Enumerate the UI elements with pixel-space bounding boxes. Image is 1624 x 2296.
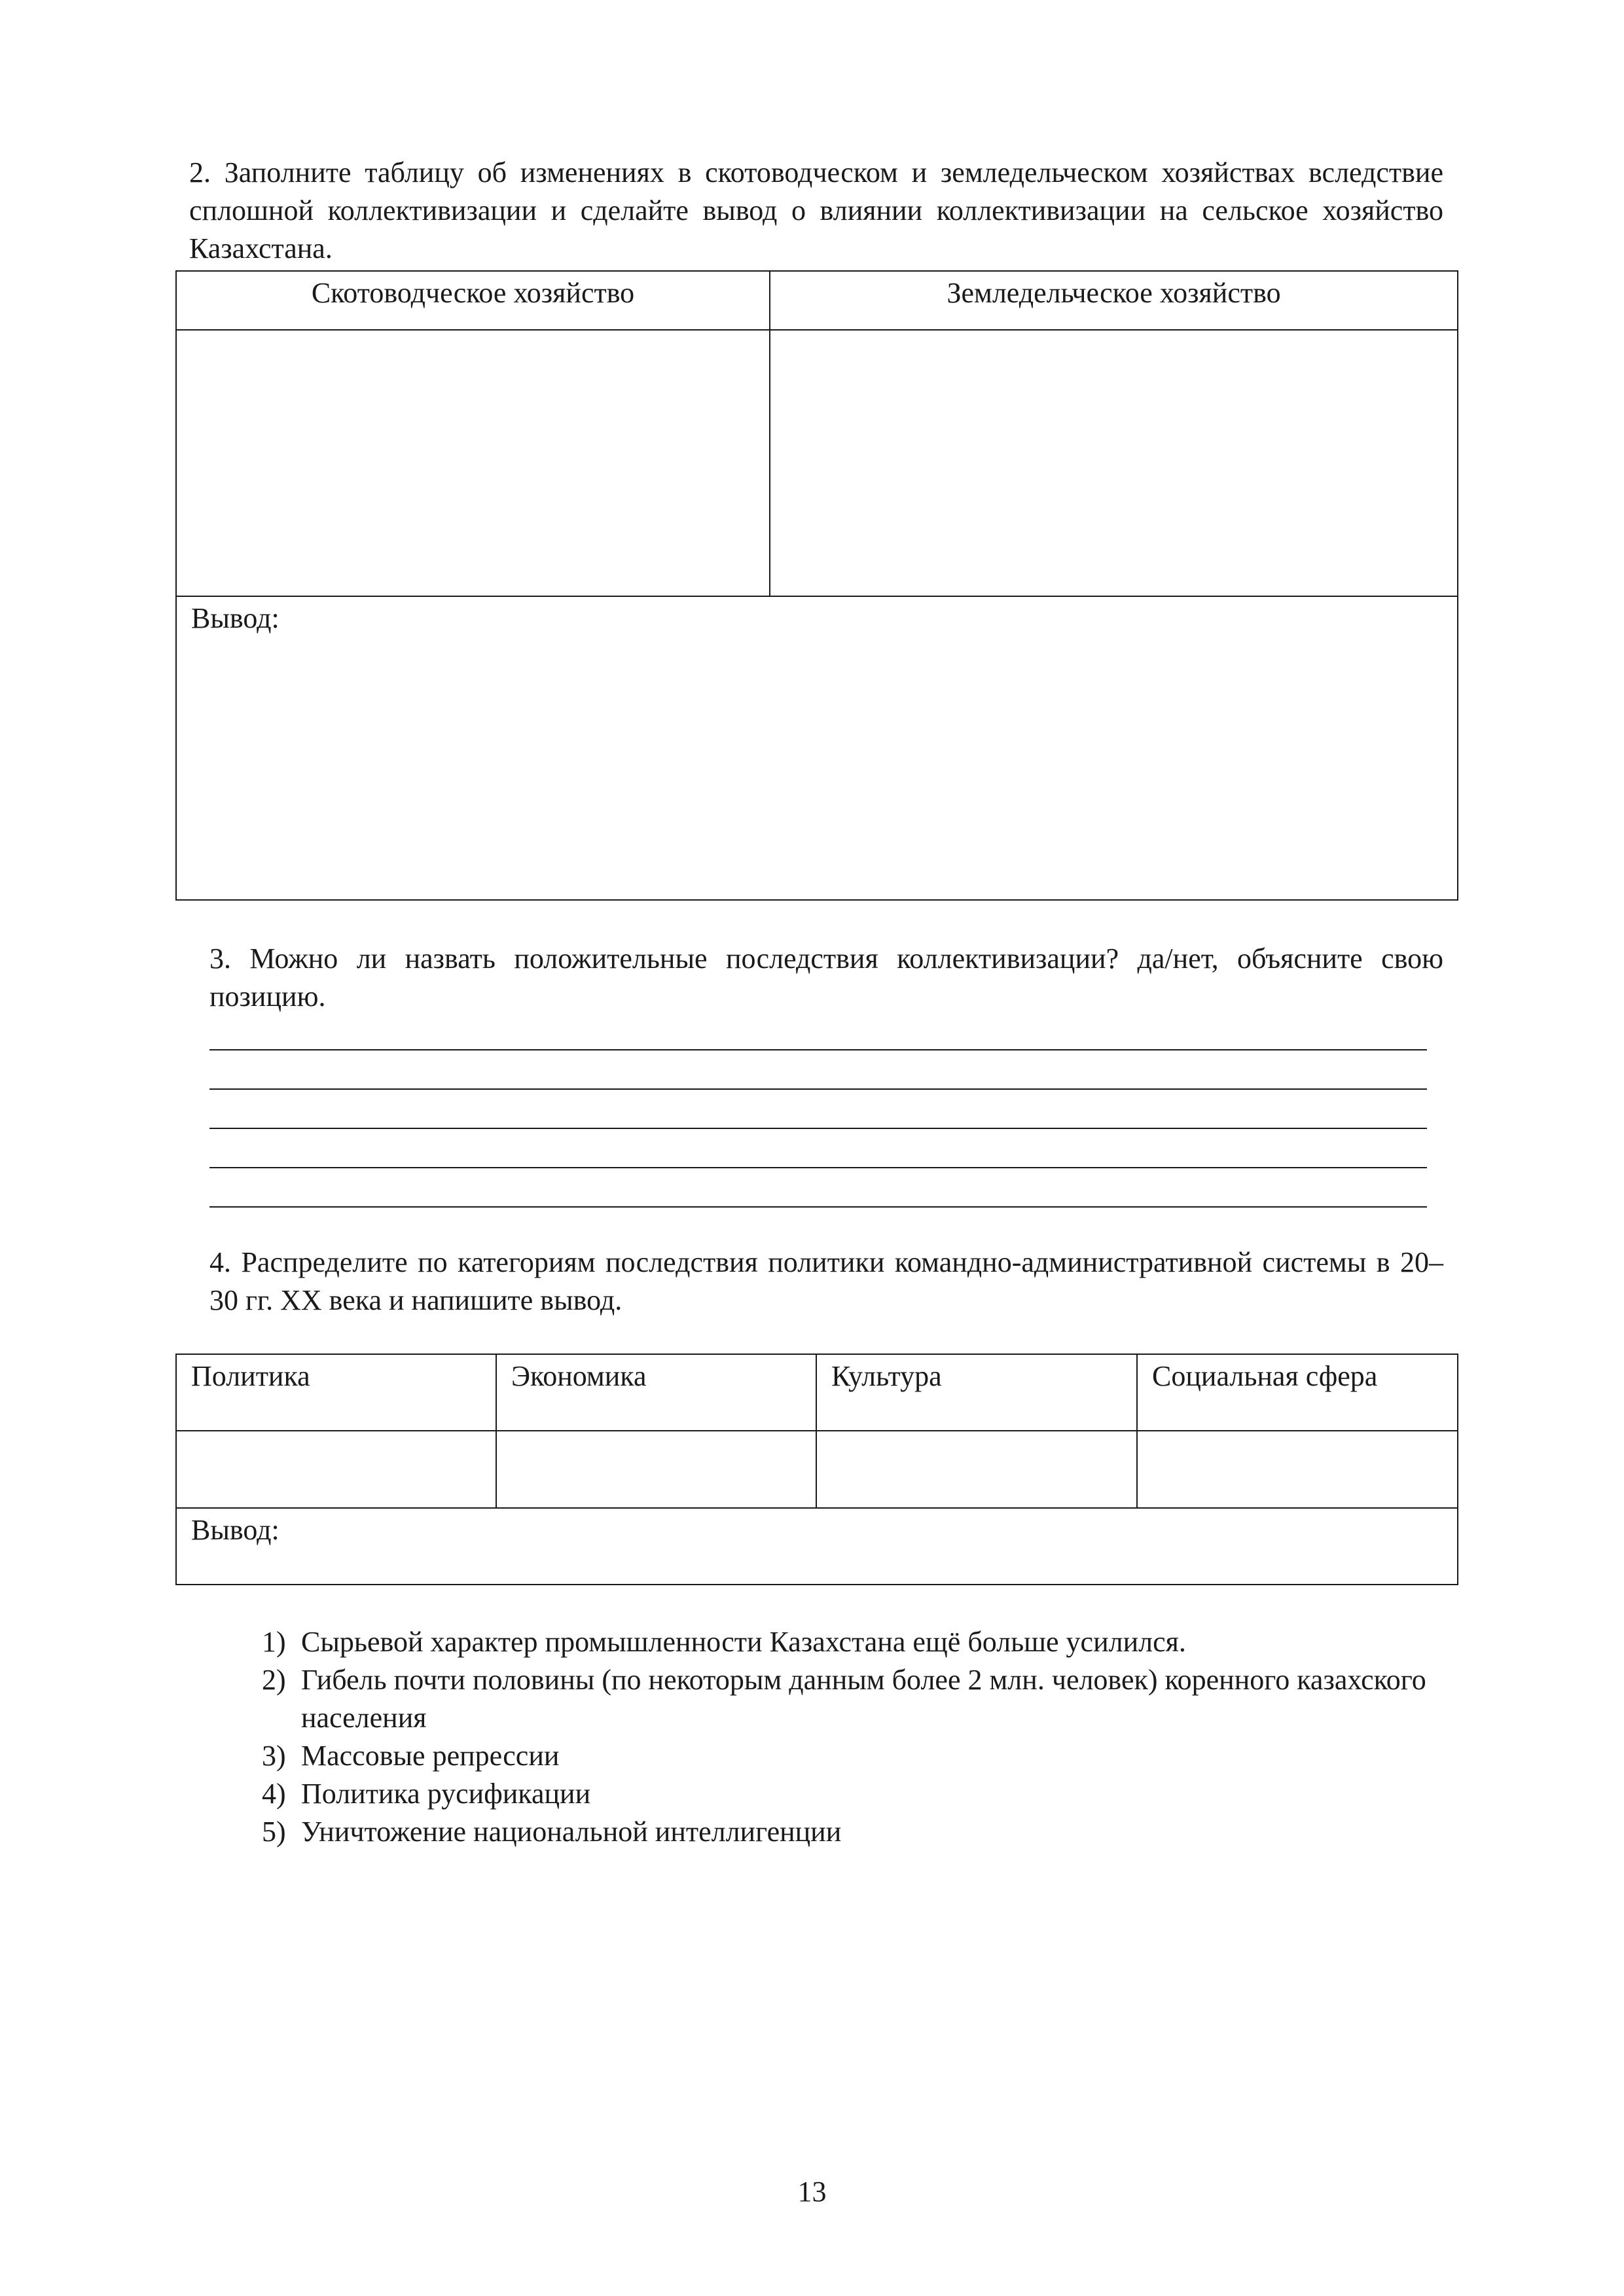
livestock-farming-table [175,270,1458,901]
list-item [262,1737,1443,1775]
list-item [262,1813,1443,1851]
farming-header: Земледельческое хозяйство [947,277,1281,309]
economy-answer-cell[interactable] [496,1431,816,1508]
list-item-number: 3) [262,1740,286,1772]
economy-header: Экономика [511,1360,647,1392]
list-item [262,1661,1443,1737]
task-2-text: 2. Заполните таблицу об изменениях в скотоводческом и земледельческом хозяйствах вследствие сплошной коллективизации и сделайте вывод о влиянии коллективизации на сельское хозяйство Казахстана. [189,156,1443,264]
list-item-text: Сырьевой характер промышленности Казахстана ещё больше усилился. [301,1626,1186,1658]
farming-header-cell [770,271,1458,330]
list-item-number: 4) [262,1778,286,1810]
list-item [262,1775,1443,1813]
task-3-text: 3. Можно ли назвать положительные последствия коллективизации? да/нет, объясните свою позицию. [209,942,1443,1013]
page-number: 13 [797,2176,827,2208]
answer-line[interactable] [209,1168,1427,1208]
politics-header-cell [176,1354,496,1431]
task-2-conclusion-cell[interactable] [176,596,1458,900]
task-4-conclusion-cell[interactable] [176,1508,1458,1585]
culture-header: Культура [831,1360,942,1392]
social-sphere-header: Социальная сфера [1152,1360,1378,1392]
task-2-conclusion-label: Вывод: [191,602,280,634]
politics-answer-cell[interactable] [176,1431,496,1508]
farming-answer-cell[interactable] [770,330,1458,596]
list-item-number: 1) [262,1626,286,1658]
answer-line[interactable] [209,1011,1427,1050]
consequences-table [175,1354,1458,1585]
livestock-answer-cell[interactable] [176,330,770,596]
list-item-number: 2) [262,1664,286,1696]
task-3-answer-lines[interactable] [209,1011,1427,1208]
social-sphere-header-cell [1137,1354,1458,1431]
social-sphere-answer-cell[interactable] [1137,1431,1458,1508]
culture-header-cell [816,1354,1137,1431]
politics-header: Политика [191,1360,310,1392]
list-item-text: Уничтожение национальной интеллигенции [301,1816,842,1848]
task-4-text: 4. Распределите по категориям последствия политики командно-административной системы в 20–30 гг. XX века и напишите вывод. [209,1246,1443,1316]
list-item-text: Политика русификации [301,1778,591,1810]
list-item-number: 5) [262,1816,286,1848]
task-4-conclusion-label: Вывод: [191,1514,280,1546]
consequences-list [262,1623,1443,1851]
answer-line[interactable] [209,1090,1427,1129]
answer-line[interactable] [209,1129,1427,1168]
list-item [262,1623,1443,1661]
economy-header-cell [496,1354,816,1431]
livestock-header-cell [176,271,770,330]
list-item-text: Гибель почти половины (по некоторым данным более 2 млн. человек) коренного казахского населения [301,1664,1426,1734]
list-item-text: Массовые репрессии [301,1740,560,1772]
livestock-header: Скотоводческое хозяйство [311,277,635,309]
answer-line[interactable] [209,1050,1427,1090]
culture-answer-cell[interactable] [816,1431,1137,1508]
